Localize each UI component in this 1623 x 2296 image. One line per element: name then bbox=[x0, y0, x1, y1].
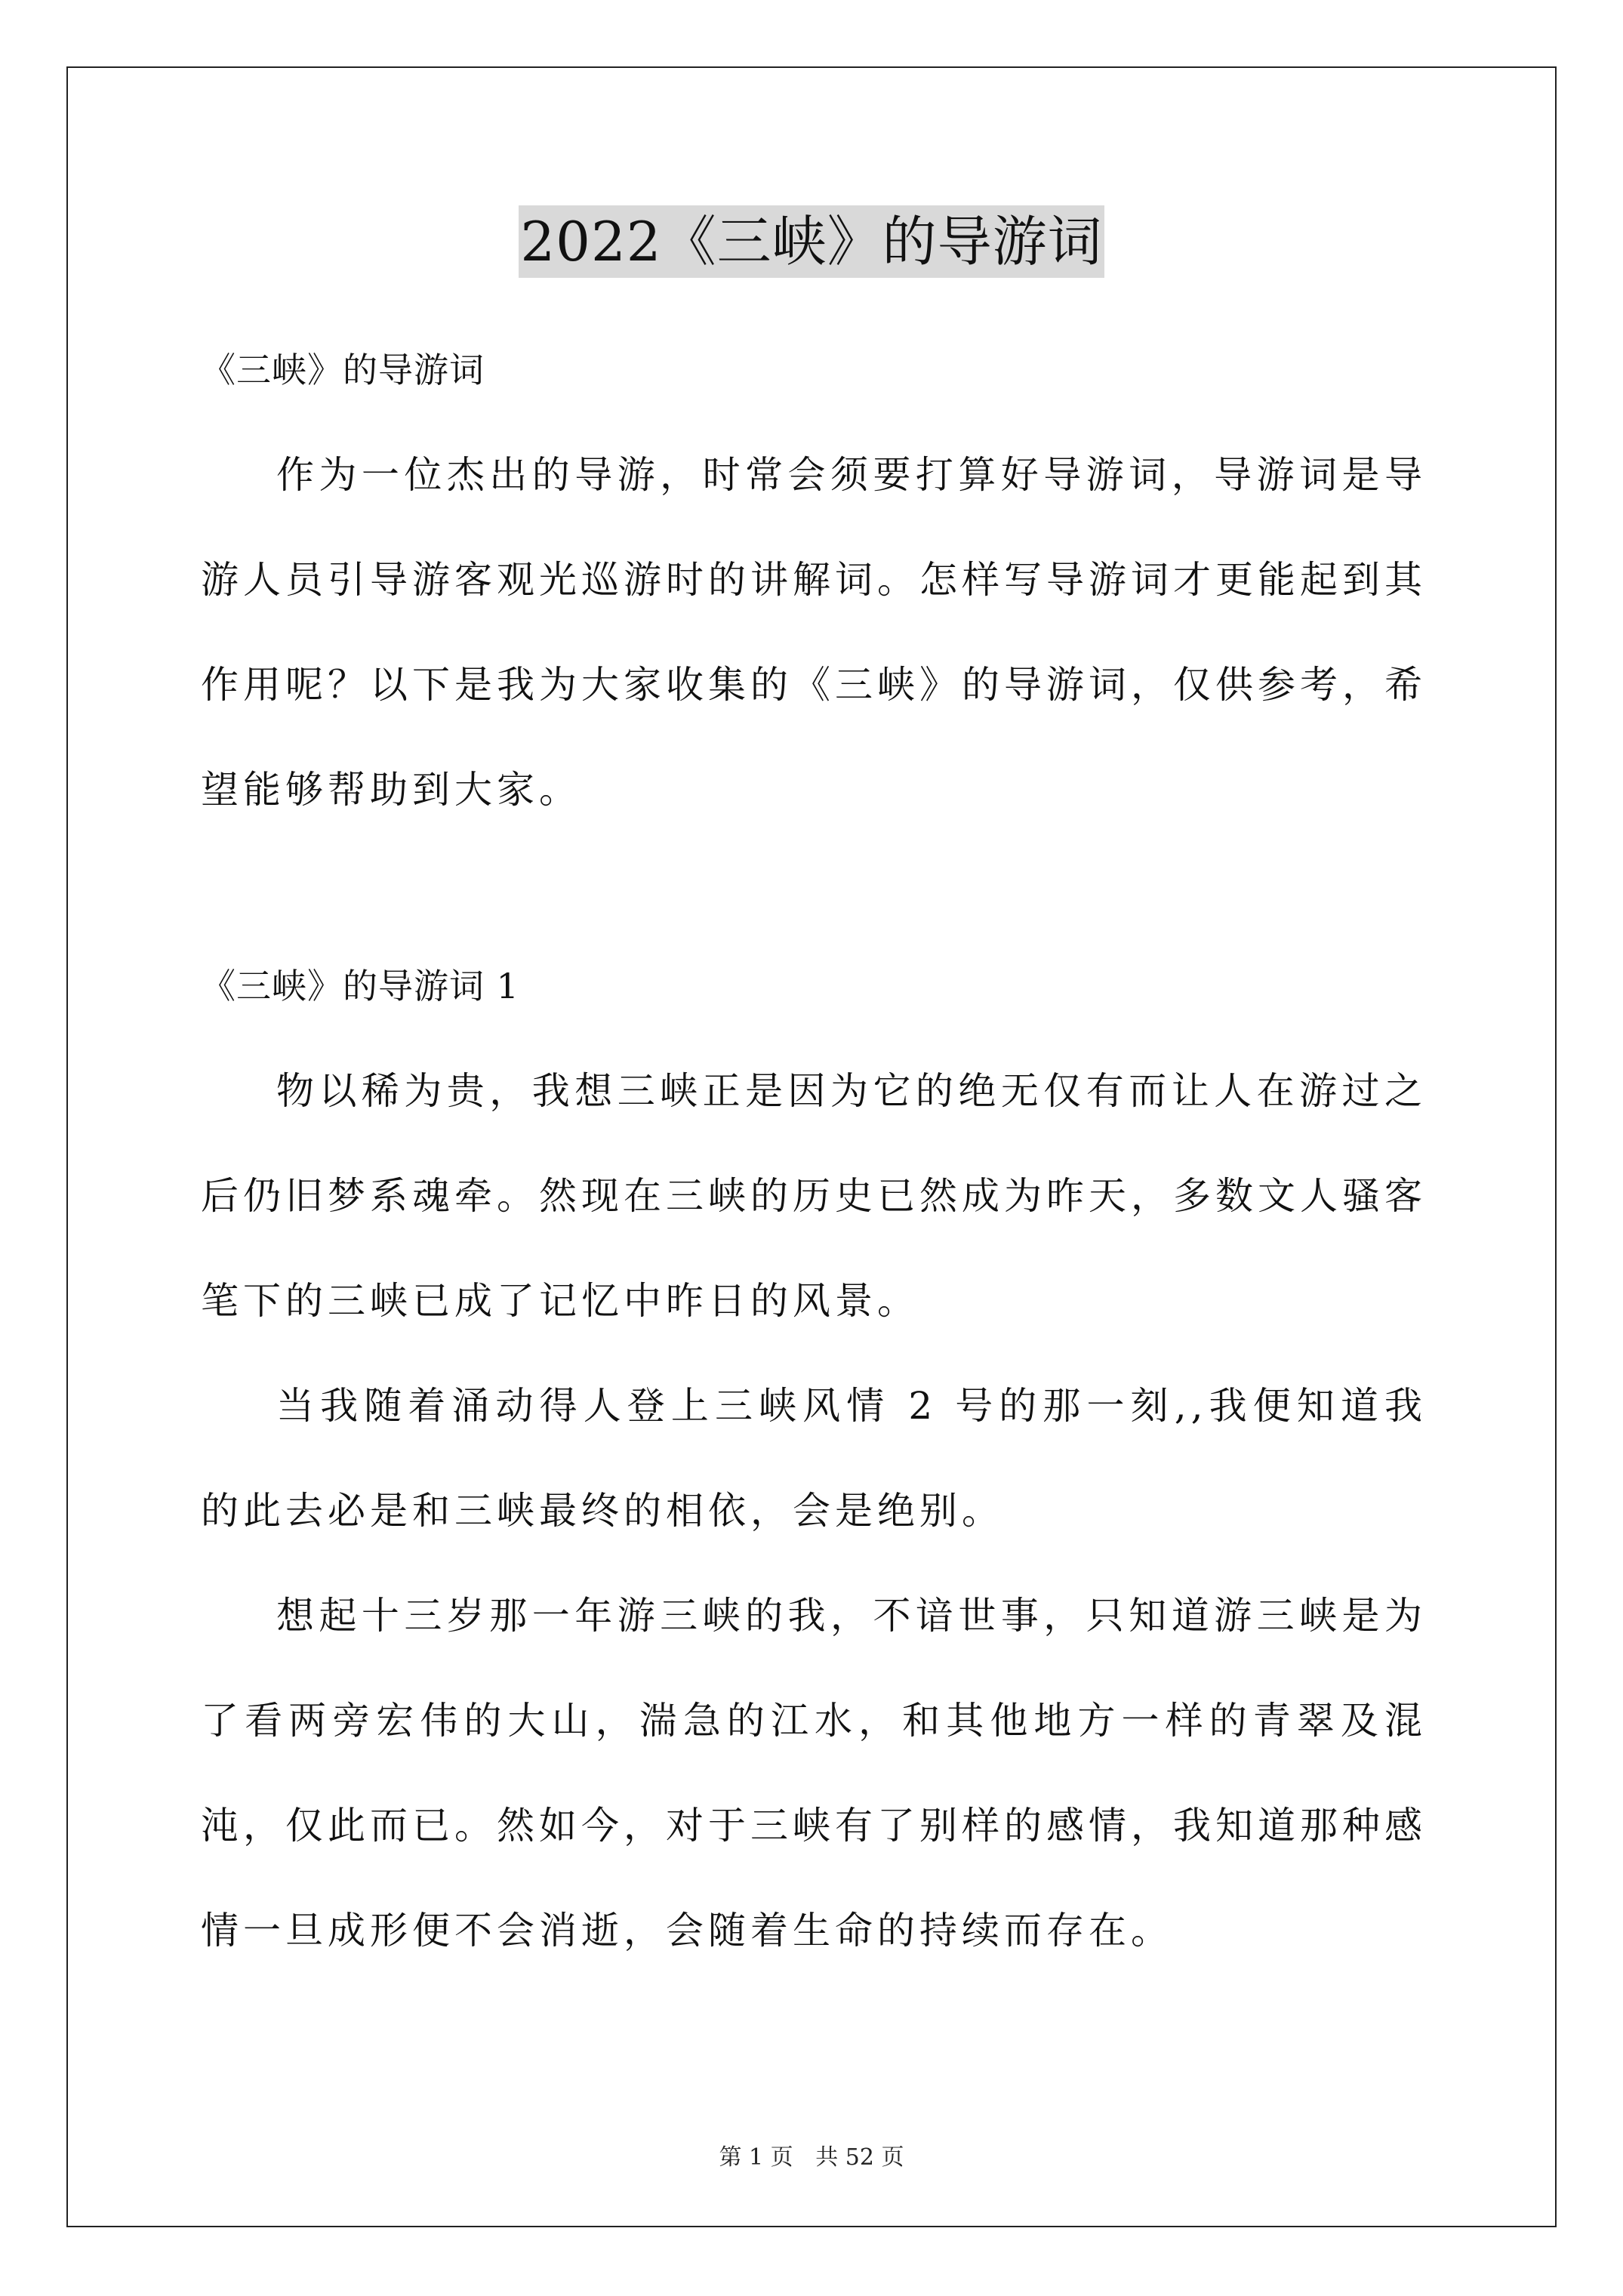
page-number-total: 共 52 页 bbox=[815, 2144, 904, 2171]
document-title: 2022《三峡》的导游词 bbox=[519, 205, 1104, 278]
section-heading: 《三峡》的导游词 bbox=[201, 350, 485, 390]
document-body bbox=[201, 347, 1427, 1983]
section-1-paragraph-3: 想起十三岁那一年游三峡的我，不谙世事，只知道游三峡是为了看两旁宏伟的大山，湍急的江水，和其他地方一样的青翠及混沌，仅此而已。然如今，对于三峡有了别样的感情，我知道那种感情一旦成形便不会消逝，会随着生命的持续而存在。 bbox=[201, 1594, 1427, 1952]
section-1-heading: 《三峡》的导游词 1 bbox=[201, 966, 519, 1006]
section-1-paragraph-2: 当我随着涌动得人登上三峡风情 2 号的那一刻,,我便知道我的此去必是和三峡最终的相依，会是绝别。 bbox=[201, 1384, 1427, 1533]
page-number-current: 第 1 页 bbox=[719, 2144, 793, 2171]
page-footer bbox=[0, 2143, 1623, 2173]
section-1-paragraph-1: 物以稀为贵，我想三峡正是因为它的绝无仅有而让人在游过之后仍旧梦系魂牵。然现在三峡的历史已然成为昨天，多数文人骚客笔下的三峡已成了记忆中昨日的风景。 bbox=[201, 1069, 1427, 1323]
intro-paragraph: 作为一位杰出的导游，时常会须要打算好导游词，导游词是导游人员引导游客观光巡游时的讲解词。怎样写导游词才更能起到其作用呢？以下是我为大家收集的《三峡》的导游词，仅供参考，希望能够帮助到大家。 bbox=[201, 453, 1427, 812]
title-container bbox=[0, 205, 1623, 278]
